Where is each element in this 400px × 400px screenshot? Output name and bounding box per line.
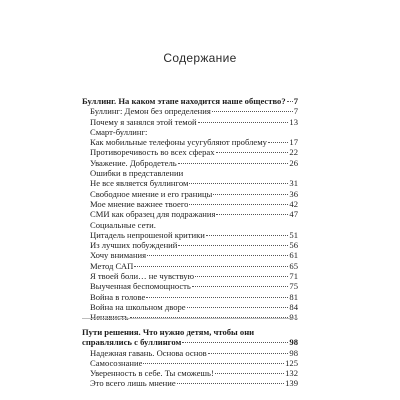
toc-entry-title: Цитадель непрошеной критики	[90, 229, 205, 240]
dot-leader	[187, 307, 289, 308]
toc-entry-title: Ошибки в представлении	[90, 168, 184, 179]
toc-chapter-title: Пути решения. Что нужно детям, чтобы они	[82, 327, 255, 337]
toc-entry[interactable]	[82, 199, 298, 209]
toc-entry-title: Буллинг: Демон без определения	[90, 106, 211, 117]
toc-entry-title: Мое мнение важнее твоего	[90, 198, 189, 209]
section-divider	[82, 318, 298, 319]
toc-entry[interactable]	[82, 127, 298, 137]
dot-leader	[147, 255, 288, 256]
toc-entry[interactable]	[82, 281, 298, 291]
toc-entry[interactable]	[82, 178, 298, 188]
toc-entry-title: Почему я занялся этой темой	[90, 116, 197, 127]
toc-entry[interactable]	[82, 271, 298, 281]
dot-leader	[195, 276, 288, 277]
toc-page-number: 47	[289, 209, 298, 220]
dot-leader	[134, 266, 288, 267]
toc-page-number: 7	[293, 96, 298, 106]
toc-page-number: 75	[289, 281, 298, 292]
toc-entry[interactable]	[82, 168, 298, 178]
dot-leader	[216, 152, 289, 153]
toc-entry-title: Выученная беспомощность	[90, 281, 191, 292]
toc-page-number: 65	[289, 260, 298, 271]
toc-chapter-heading[interactable]	[82, 96, 298, 106]
toc-entry[interactable]	[82, 106, 298, 116]
toc-section-1	[82, 96, 298, 323]
toc-page-number: 26	[289, 157, 298, 168]
toc-page-number: 125	[285, 357, 298, 368]
toc-page-number: 36	[289, 188, 298, 199]
toc-entry[interactable]	[82, 261, 298, 271]
toc-chapter-title-cont: справлялись с буллингом	[82, 337, 182, 348]
toc-page-number: 13	[289, 116, 298, 127]
dot-leader	[189, 183, 288, 184]
toc-page-number: 139	[285, 378, 298, 389]
toc-page-number: 22	[289, 147, 298, 158]
toc-entry[interactable]	[82, 302, 298, 312]
toc-entry[interactable]	[82, 240, 298, 250]
toc-entry[interactable]	[82, 189, 298, 199]
toc-entry[interactable]	[82, 348, 298, 358]
toc-entry[interactable]	[82, 158, 298, 168]
dot-leader	[208, 353, 289, 354]
toc-entry-title: Уверенность в себе. Ты сможешь!	[90, 368, 214, 379]
toc-entry-title: Не все является буллингом	[90, 178, 189, 189]
toc-entry-title: Это всего лишь мнение	[90, 378, 176, 389]
toc-page-number: 31	[289, 178, 298, 189]
toc-entry[interactable]	[82, 378, 298, 388]
toc-entry[interactable]	[82, 358, 298, 368]
toc-entry[interactable]	[82, 292, 298, 302]
toc-page-number: 56	[289, 240, 298, 251]
dot-leader	[143, 363, 284, 364]
toc-entry-title: Из лучших побуждений	[90, 240, 178, 251]
toc-entry[interactable]	[82, 209, 298, 219]
toc-page-number: 61	[289, 250, 298, 261]
toc-entry-title: Хочу внимания	[90, 250, 147, 261]
toc-entry-title: Надежная гавань. Основа основ	[90, 347, 207, 358]
toc-entry[interactable]	[82, 250, 298, 260]
toc-page-number: 71	[289, 271, 298, 282]
toc-entry-title: Как мобильные телефоны усугубляют проблему	[90, 137, 267, 148]
toc-page-number: 132	[285, 368, 298, 379]
toc-entry-title: Уважение. Добродетель	[90, 157, 177, 168]
toc-section-2	[82, 327, 298, 389]
dot-leader	[189, 204, 288, 205]
dot-leader	[213, 194, 288, 195]
toc-page-number: 51	[289, 229, 298, 240]
toc-entry[interactable]	[82, 137, 298, 147]
toc-entry-title: СМИ как образец для подражания	[90, 209, 216, 220]
toc-page-number: 98	[289, 347, 298, 358]
toc-chapter-title: Буллинг. На каком этапе находится наше общество?	[82, 96, 286, 106]
toc-page-number: 17	[289, 137, 298, 148]
toc-entry-title: Я твоей боли… не чувствую	[90, 271, 195, 282]
toc-page-number: 81	[289, 291, 298, 302]
toc-entry[interactable]	[82, 230, 298, 240]
dot-leader	[192, 286, 289, 287]
toc-chapter-heading[interactable]	[82, 327, 298, 337]
dot-leader	[215, 373, 284, 374]
dot-leader	[206, 235, 289, 236]
dot-leader	[178, 245, 288, 246]
dot-leader	[177, 383, 284, 384]
dot-leader	[212, 111, 293, 112]
toc-page-number: 84	[289, 301, 298, 312]
toc-entry-title: Противоречивость во всех сферах	[90, 147, 215, 158]
toc-entry-title: Свободное мнение и его границы	[90, 188, 213, 199]
toc-entry-title: Самосознание	[90, 357, 143, 368]
toc-entry-title: Смарт-буллинг:	[90, 126, 148, 137]
dot-leader	[178, 163, 289, 164]
toc-entry-title: Война на школьном дворе	[90, 301, 186, 312]
toc-page-number: 98	[289, 337, 298, 348]
toc-entry[interactable]	[82, 147, 298, 157]
toc-entry[interactable]	[82, 117, 298, 127]
toc-entry[interactable]	[82, 220, 298, 230]
toc-chapter-heading-cont[interactable]	[82, 337, 298, 347]
dot-leader	[146, 297, 288, 298]
toc-entry-title: Война в голове	[90, 291, 146, 302]
toc-entry-title: Социальные сети.	[90, 219, 156, 230]
toc-page-number: 42	[289, 198, 298, 209]
toc-entry-title: Метод САП	[90, 260, 134, 271]
toc-entry[interactable]	[82, 368, 298, 378]
dot-leader	[216, 214, 288, 215]
dot-leader	[287, 101, 293, 102]
dot-leader	[198, 122, 289, 123]
toc-page-number: 7	[293, 106, 298, 117]
dot-leader	[268, 142, 288, 143]
dot-leader	[182, 342, 288, 343]
page-title: Содержание	[163, 51, 237, 65]
